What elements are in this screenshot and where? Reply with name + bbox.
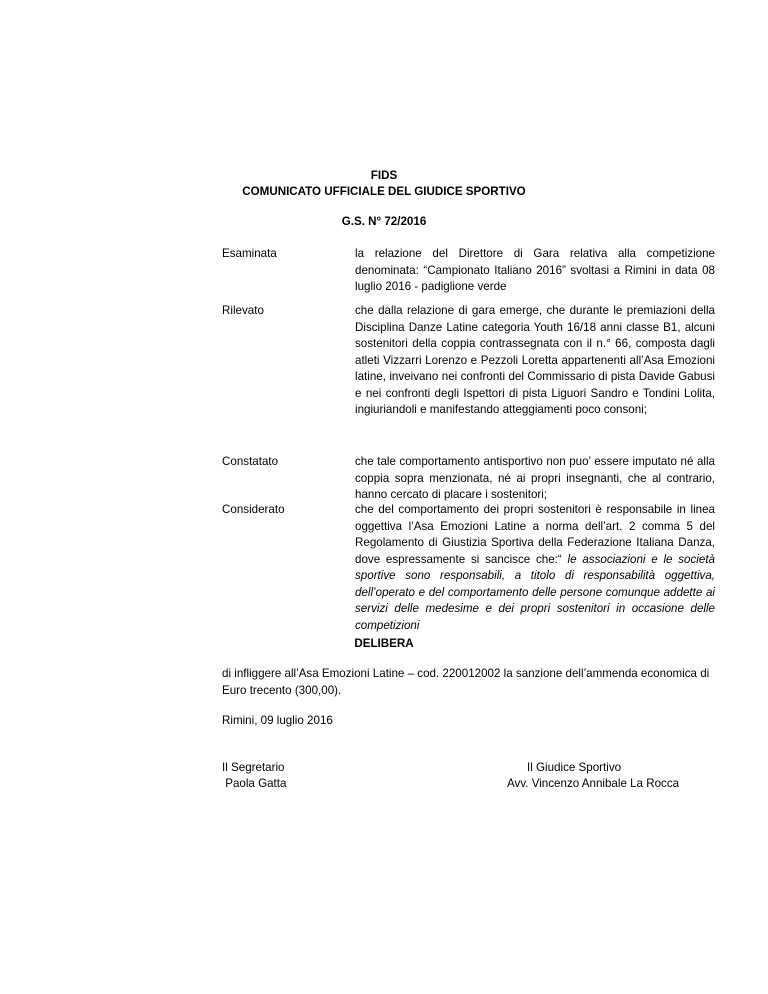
- section-label: Considerato: [222, 503, 285, 516]
- section-label: Esaminata: [222, 247, 277, 260]
- section-text: la relazione del Direttore di Gara relativa alla competizione denominata: “Campionato Italiano 2016” svoltasi a Rimini in data 08 luglio 2016 - padiglione verde: [355, 247, 715, 293]
- section-label: Constatato: [222, 455, 279, 468]
- section-text: che del comportamento dei propri sostenitori è responsabile in linea oggettiva l’Asa Emozioni Latine a norma dell’art. 2 comma 5 del Regolamento di Giustizia Sportiva della Federazione Italiana Danza, dove espressamente si sancisce che:“: [355, 503, 715, 566]
- signature-right-role: Il Giudice Sportivo: [527, 761, 622, 774]
- section-label: Rilevato: [222, 304, 264, 317]
- delibera-heading: DELIBERA: [354, 637, 414, 650]
- signature-right-name: Avv. Vincenzo Annibale La Rocca: [507, 777, 680, 790]
- place-date: Rimini, 09 luglio 2016: [222, 714, 333, 727]
- delibera-text: di infliggere all’Asa Emozioni Latine – cod. 220012002 la sanzione dell’ammenda economica di Euro trecento (300,00).: [222, 667, 710, 697]
- section-text: che dalla relazione di gara emerge, che durante le premiazioni della Disciplina Danze Latine categoria Youth 16/18 anni classe B1, alcuni sostenitori della coppia contrassegnata con il n.° 66, composta dagli atleti Vizzarri Lorenzo e Pezzoli Loretta appartenenti all’Asa Emozioni latine, inveivano nei confronti del Commissario di pista Davide Gabusi e nei confronti degli Ispettori di pista Liguori Sandro e Tondini Lolita, ingiuriandoli e manifestando atteggiamenti poco consoni;: [355, 304, 715, 416]
- section-text: che tale comportamento antisportivo non puo’ essere imputato né alla coppia sopra menzionata, né ai propri insegnanti, che al contrario, hanno cercato di placare i sostenitori;: [355, 455, 715, 501]
- signature-left-role: Il Segretario: [222, 761, 285, 774]
- document-title: COMUNICATO UFFICIALE DEL GIUDICE SPORTIVO: [242, 185, 526, 198]
- document-number: G.S. N° 72/2016: [341, 215, 427, 228]
- regulation-quote: le associazioni e le società sportive sono responsabili, a titolo di responsabilità oggettiva, dell’operato e del comportamento delle persone comunque addette ai servizi delle medesime e dei propri sostenitori in occasione delle competizioni: [355, 552, 715, 632]
- org-name: FIDS: [370, 169, 398, 182]
- signature-left-name: Paola Gatta: [222, 777, 287, 790]
- section-text-block: [355, 502, 715, 634]
